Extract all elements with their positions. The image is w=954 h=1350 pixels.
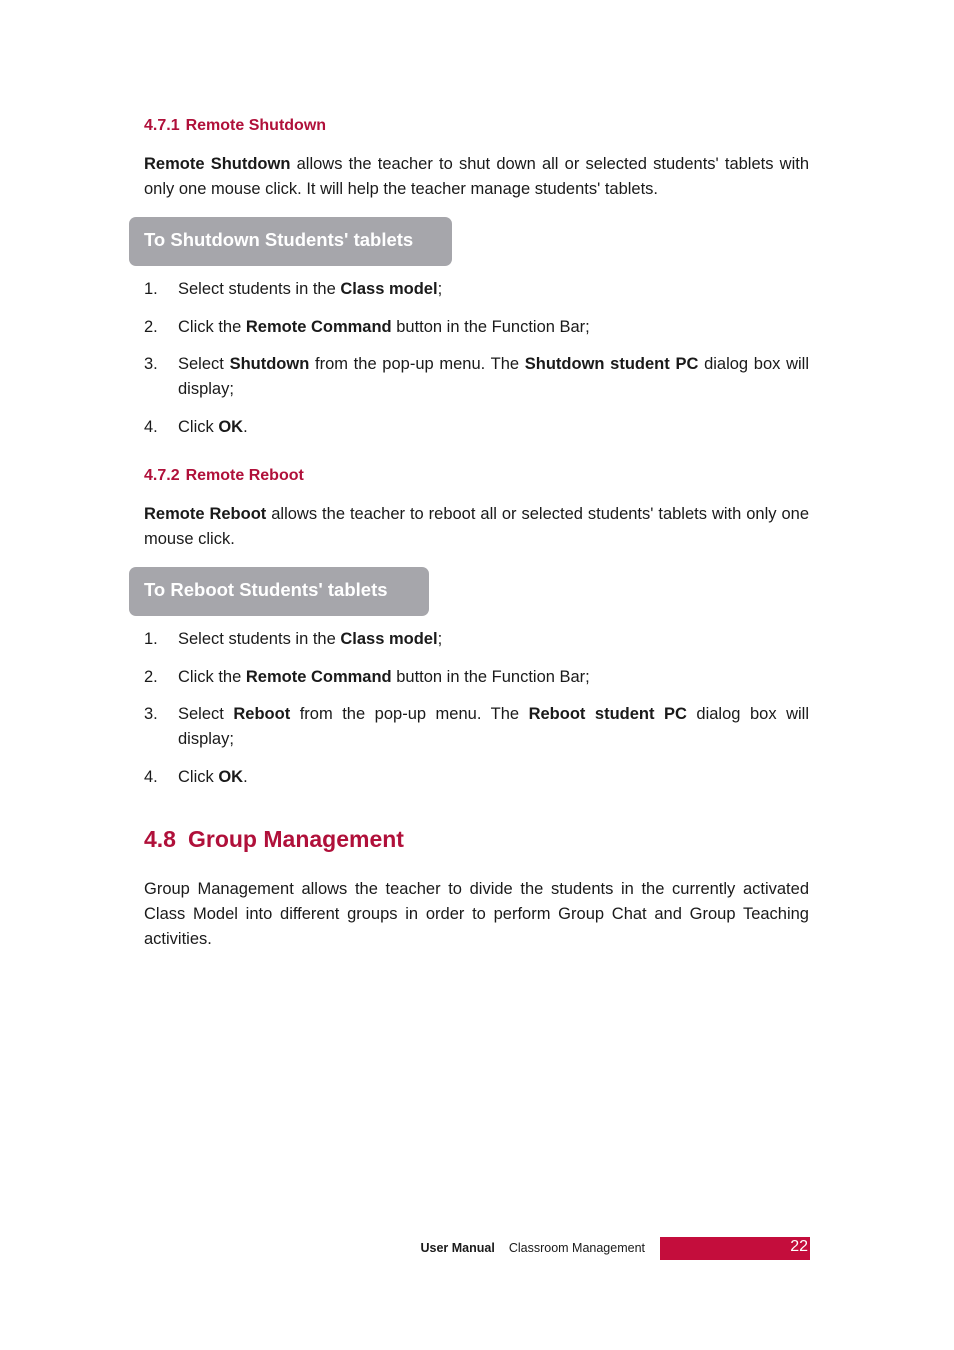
list-item: [144, 277, 809, 302]
step-number: 3.: [144, 355, 158, 373]
step-text: .: [243, 418, 248, 436]
step-text: ;: [437, 630, 443, 648]
footer-label: [420, 1241, 645, 1255]
step-term: Remote Command: [245, 668, 392, 686]
list-item: [144, 665, 809, 690]
section-number: 4.7.1: [144, 117, 180, 134]
intro-text: allows the teacher to reboot all or selected students' tablets with only one mouse click.: [144, 505, 809, 548]
step-text: Select: [178, 705, 234, 723]
step-text: .: [243, 768, 248, 786]
step-text: button in the Function Bar;: [391, 318, 590, 336]
section-title: Group Management: [187, 826, 404, 852]
section-title: Remote Shutdown: [185, 117, 327, 134]
step-text: from the pop-up menu. The: [290, 705, 529, 723]
step-term: Class model: [340, 280, 438, 298]
remote-reboot-intro: [144, 502, 809, 552]
section-title: Remote Reboot: [185, 467, 304, 484]
step-text: Select students in the: [178, 630, 341, 648]
section-heading-remote-reboot: [144, 467, 304, 485]
step-term: Reboot: [233, 705, 291, 723]
intro-text: allows the teacher to shut down all or selected students' tablets with only one mouse click. It will help the teacher manage students' tablets.: [144, 155, 810, 198]
step-text: from the pop-up menu. The: [309, 355, 525, 373]
step-term: Shutdown student PC: [524, 355, 699, 373]
step-term: Reboot student PC: [528, 705, 687, 723]
list-item: [144, 352, 809, 402]
section-heading-group-management: [144, 826, 404, 853]
footer-manual: User Manual: [420, 1241, 495, 1255]
section-number: 4.8: [144, 826, 176, 852]
step-number: 2.: [144, 668, 158, 686]
intro-term: Remote Reboot: [144, 505, 267, 523]
step-term: Shutdown: [229, 355, 310, 373]
step-text: Click: [178, 418, 219, 436]
list-item: [144, 765, 809, 790]
step-term: Class model: [340, 630, 438, 648]
page-number: 22: [790, 1238, 808, 1255]
intro-term: Remote Shutdown: [144, 155, 291, 173]
section-number: 4.7.2: [144, 467, 180, 484]
step-term: OK: [218, 768, 244, 786]
step-number: 4.: [144, 418, 158, 436]
list-item: [144, 315, 809, 340]
remote-shutdown-intro: [144, 152, 809, 202]
procedure-banner-shutdown: To Shutdown Students' tablets: [129, 217, 452, 266]
step-term: OK: [218, 418, 244, 436]
step-text: Click the: [178, 668, 246, 686]
step-number: 4.: [144, 768, 158, 786]
step-term: Remote Command: [245, 318, 392, 336]
group-management-body: Group Management allows the teacher to divide the students in the currently activated Class Model into different groups in order to perform Group Chat and Group Teaching activities.: [144, 880, 809, 948]
procedure-banner-reboot: To Reboot Students' tablets: [129, 567, 429, 616]
list-item: [144, 415, 809, 440]
list-item: [144, 702, 809, 752]
step-number: 1.: [144, 280, 158, 298]
footer-page-bar: [660, 1237, 810, 1260]
step-number: 2.: [144, 318, 158, 336]
step-number: 3.: [144, 705, 158, 723]
step-text: ;: [437, 280, 443, 298]
step-text: Select students in the: [178, 280, 341, 298]
section-heading-remote-shutdown: [144, 117, 326, 135]
step-text: Click: [178, 768, 219, 786]
step-text: Select: [178, 355, 230, 373]
step-text: dialog box will display;: [178, 355, 810, 398]
list-item: [144, 627, 809, 652]
step-text: dialog box will display;: [178, 705, 809, 748]
footer-section: Classroom Management: [508, 1241, 645, 1255]
step-text: button in the Function Bar;: [391, 668, 590, 686]
step-text: Click the: [178, 318, 246, 336]
step-number: 1.: [144, 630, 158, 648]
